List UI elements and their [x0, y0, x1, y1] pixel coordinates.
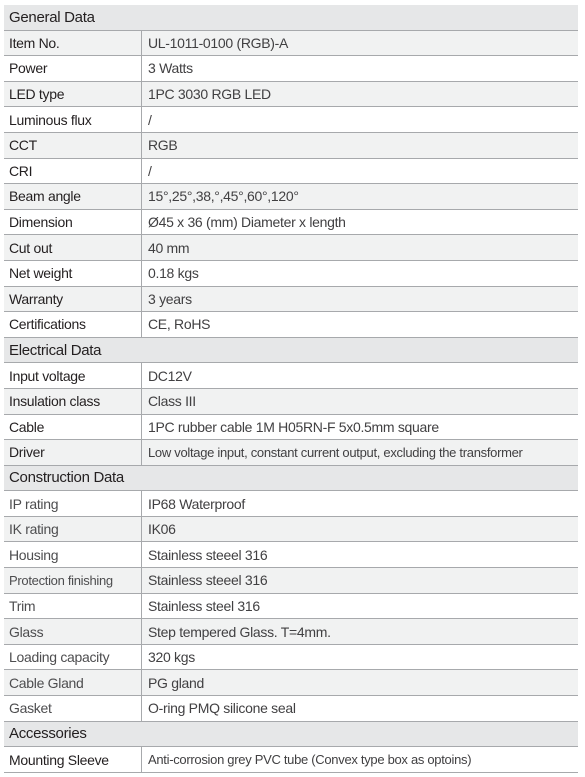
section-header-electrical	[4, 338, 578, 364]
spec-row	[4, 389, 578, 415]
spec-row	[4, 133, 578, 159]
spec-label: Item No.	[9, 34, 60, 51]
spec-label: Cable Gland	[9, 674, 84, 691]
spec-label: Warranty	[9, 290, 63, 307]
spec-label: LED type	[9, 86, 65, 103]
spec-label: Driver	[9, 444, 45, 461]
spec-label: Dimension	[9, 214, 73, 231]
spec-value: Stainless steeel 316	[148, 572, 268, 589]
section-title: Construction Data	[9, 469, 124, 487]
spec-value: IK06	[148, 521, 176, 538]
spec-value: Class III	[148, 393, 196, 410]
spec-value: /	[148, 111, 152, 128]
spec-value: /	[148, 162, 152, 179]
spec-row	[4, 619, 578, 645]
spec-row	[4, 31, 578, 57]
spec-value: IP68 Waterproof	[148, 495, 245, 512]
spec-label: Cut out	[9, 239, 53, 256]
section-header-construction	[4, 466, 578, 492]
spec-row	[4, 107, 578, 133]
spec-value: 15°,25°,38,°,45°,60°,120°	[148, 188, 299, 205]
spec-row	[4, 517, 578, 543]
spec-value: Stainless steeel 316	[148, 546, 268, 563]
spec-label: Power	[9, 60, 48, 77]
spec-row	[4, 440, 578, 466]
spec-label: Glass	[9, 623, 44, 640]
spec-value: Low voltage input, constant current output, excluding the transformer	[148, 444, 523, 460]
section-header-general	[4, 5, 578, 31]
spec-label: Cable	[9, 418, 45, 435]
spec-value: RGB	[148, 137, 178, 154]
spec-label: Protection finishing	[9, 572, 113, 588]
spec-row	[4, 287, 578, 313]
spec-value: Anti-corrosion grey PVC tube (Convex type box as optoins)	[148, 752, 472, 768]
spec-value: Ø45 x 36 (mm) Diameter x length	[148, 214, 346, 231]
spec-row	[4, 645, 578, 671]
spec-row	[4, 82, 578, 108]
spec-value: 40 mm	[148, 239, 190, 256]
spec-label: Loading capacity	[9, 649, 110, 666]
spec-row	[4, 542, 578, 568]
spec-value: 320 kgs	[148, 649, 195, 666]
spec-row	[4, 235, 578, 261]
spec-row	[4, 670, 578, 696]
spec-label: CRI	[9, 162, 33, 179]
spec-label: Beam angle	[9, 188, 81, 205]
section-title: General Data	[9, 8, 95, 26]
spec-value: Step tempered Glass. T=4mm.	[148, 623, 331, 640]
spec-row	[4, 210, 578, 236]
spec-table	[4, 5, 578, 773]
spec-value: 1PC rubber cable 1M H05RN-F 5x0.5mm square	[148, 418, 439, 435]
section-title: Electrical Data	[9, 341, 102, 359]
spec-row	[4, 568, 578, 594]
spec-label: Housing	[9, 546, 59, 563]
spec-label: Input voltage	[9, 367, 86, 384]
spec-row	[4, 184, 578, 210]
spec-label: Insulation class	[9, 393, 100, 410]
spec-value: Stainless steel 316	[148, 597, 260, 614]
spec-label: Luminous flux	[9, 111, 92, 128]
spec-row	[4, 363, 578, 389]
spec-value: 1PC 3030 RGB LED	[148, 86, 271, 103]
spec-row	[4, 261, 578, 287]
spec-label: IP rating	[9, 495, 59, 512]
spec-row	[4, 594, 578, 620]
spec-value: PG gland	[148, 674, 204, 691]
spec-row	[4, 696, 578, 722]
spec-value: O-ring PMQ silicone seal	[148, 700, 296, 717]
section-title: Accessories	[9, 725, 87, 743]
spec-label: Trim	[9, 597, 36, 614]
spec-label: Net weight	[9, 265, 73, 282]
spec-row	[4, 56, 578, 82]
spec-label: CCT	[9, 137, 37, 154]
spec-value: DC12V	[148, 367, 192, 384]
spec-value: UL-1011-0100 (RGB)-A	[148, 34, 289, 51]
spec-value: 3 Watts	[148, 60, 193, 77]
spec-value: 3 years	[148, 290, 192, 307]
spec-label: Certifications	[9, 316, 86, 333]
spec-row	[4, 312, 578, 338]
spec-label: Gasket	[9, 700, 52, 717]
spec-value: CE, RoHS	[148, 316, 211, 333]
spec-row	[4, 747, 578, 773]
spec-row	[4, 159, 578, 185]
section-header-accessories	[4, 722, 578, 748]
spec-row	[4, 491, 578, 517]
spec-label: IK rating	[9, 521, 59, 538]
spec-row	[4, 415, 578, 441]
spec-value: 0.18 kgs	[148, 265, 199, 282]
spec-label: Mounting Sleeve	[9, 751, 109, 768]
